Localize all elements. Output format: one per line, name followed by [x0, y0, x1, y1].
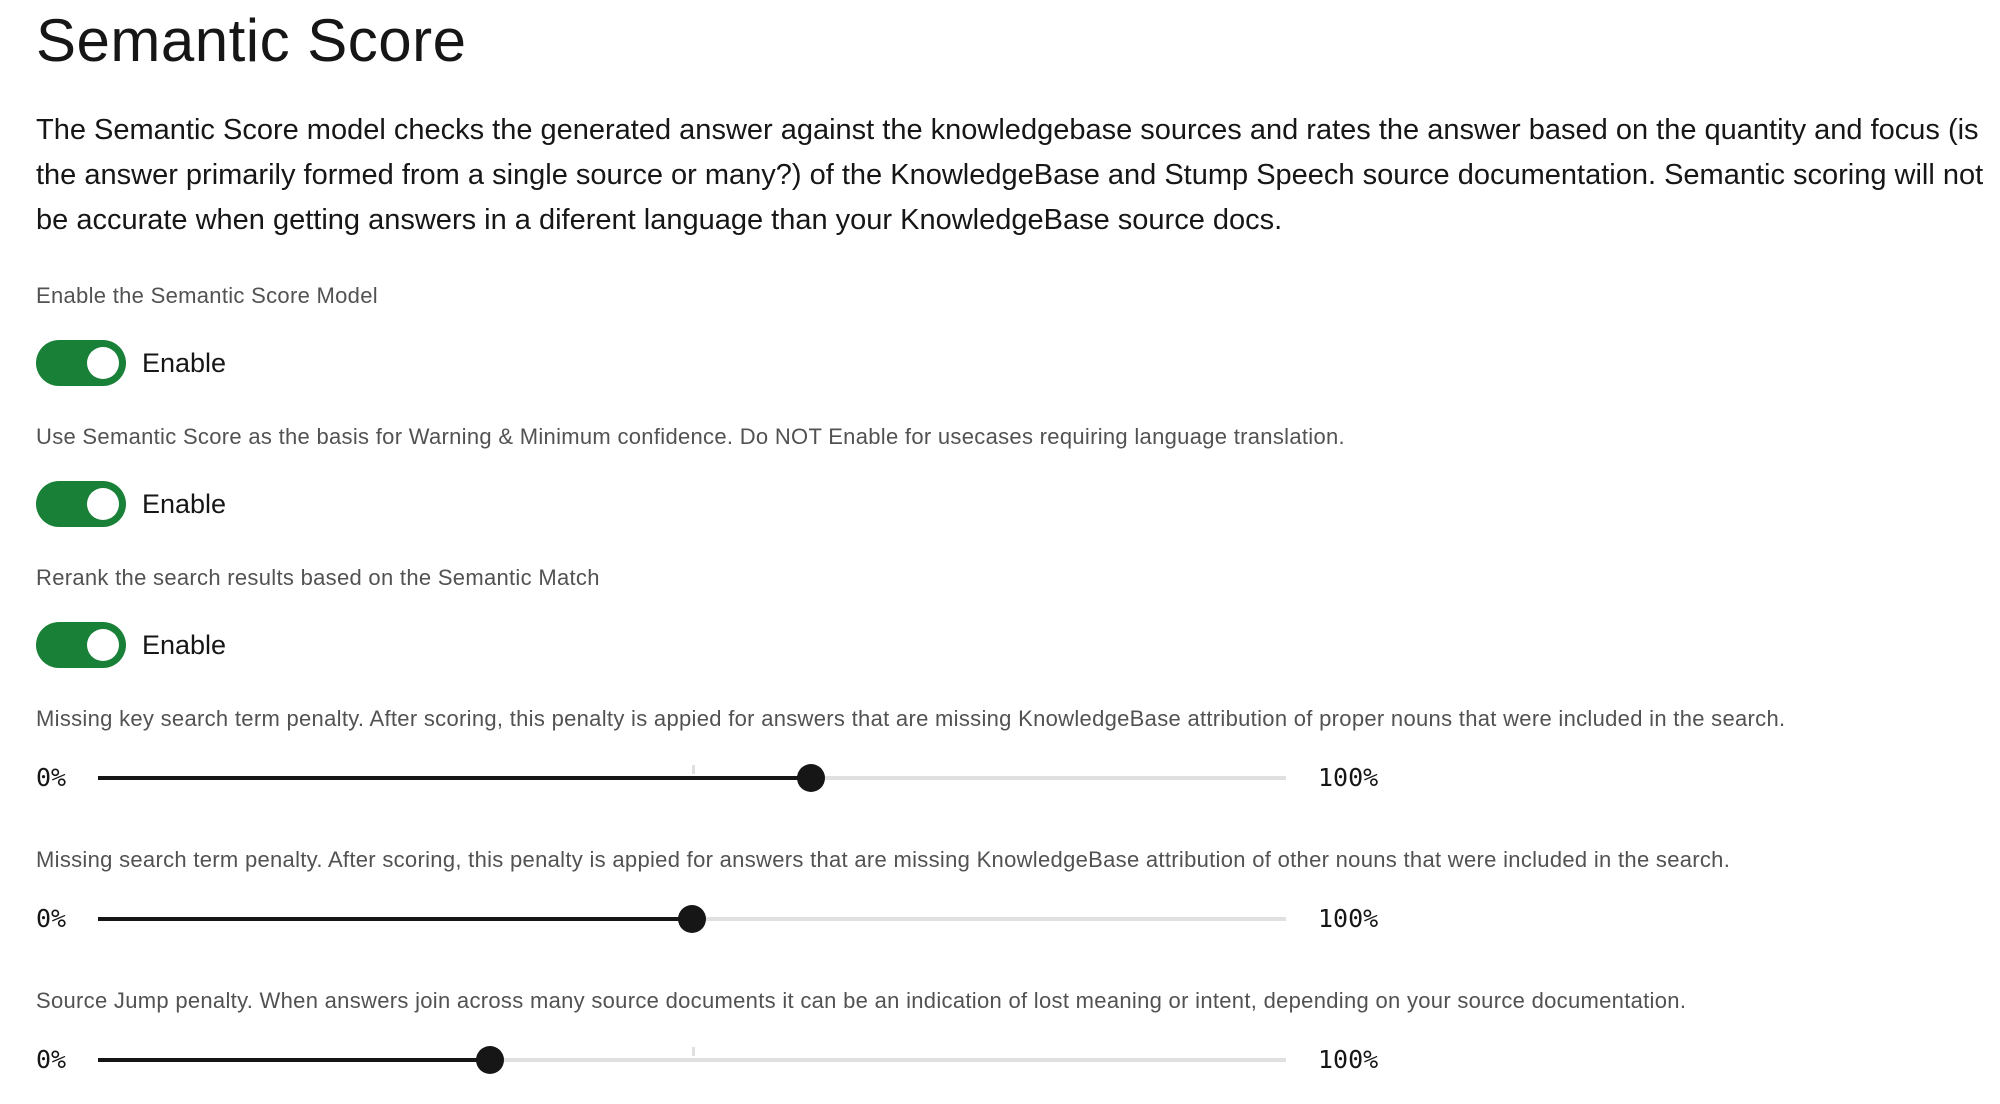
- rerank-search-results-label: Rerank the search results based on the Semantic Match: [36, 565, 600, 590]
- slider-track[interactable]: [98, 1058, 1286, 1062]
- semantic-score-model-label: Enable the Semantic Score Model: [36, 283, 378, 308]
- slider-min-label: 0%: [36, 1045, 67, 1074]
- slider-track[interactable]: [98, 776, 1286, 780]
- semantic-score-model-toggle-row: [36, 340, 226, 386]
- rerank-search-results-toggle-row: [36, 622, 226, 668]
- source-jump-penalty-slider: [36, 1040, 1436, 1080]
- slider-fill: [98, 917, 692, 921]
- semantic-confidence-basis-toggle[interactable]: [36, 481, 126, 527]
- search-term-penalty-slider: [36, 899, 1436, 939]
- slider-tick: [692, 1047, 695, 1056]
- slider-tick: [692, 765, 695, 774]
- slider-max-label: 100%: [1318, 1045, 1379, 1074]
- slider-min-label: 0%: [36, 763, 67, 792]
- slider-thumb[interactable]: [678, 905, 706, 933]
- source-jump-penalty-label: Source Jump penalty. When answers join across many source documents it can be an indication of lost meaning or intent, depending on your source documentation.: [36, 988, 1687, 1013]
- semantic-score-model-toggle[interactable]: [36, 340, 126, 386]
- slider-fill: [98, 776, 811, 780]
- search-term-penalty-label: Missing search term penalty. After scoring, this penalty is appied for answers that are missing KnowledgeBase attribution of other nouns that were included in the search.: [36, 847, 1731, 872]
- semantic-confidence-basis-toggle-row: [36, 481, 226, 527]
- key-search-term-penalty-label: Missing key search term penalty. After scoring, this penalty is appied for answers that are missing KnowledgeBase attribution of proper nouns that were included in the search.: [36, 706, 1786, 731]
- slider-max-label: 100%: [1318, 763, 1379, 792]
- slider-fill: [98, 1058, 490, 1062]
- semantic-confidence-basis-label: Use Semantic Score as the basis for Warning & Minimum confidence. Do NOT Enable for usecases requiring language translation.: [36, 424, 1345, 449]
- toggle-knob: [87, 629, 119, 661]
- slider-max-label: 100%: [1318, 904, 1379, 933]
- slider-thumb[interactable]: [476, 1046, 504, 1074]
- key-search-term-penalty-slider: [36, 758, 1436, 798]
- toggle-knob: [87, 488, 119, 520]
- toggle-knob: [87, 347, 119, 379]
- page-description: The Semantic Score model checks the generated answer against the knowledgebase sources and rates the answer based on the quantity and focus (is the answer primarily formed from a single source or many?) of the KnowledgeBase and Stump Speech source documentation. Semantic scoring will not be accurate when getting answers in a diferent language than your KnowledgeBase source docs.: [36, 114, 1984, 236]
- toggle-text: Enable: [142, 347, 227, 378]
- slider-track[interactable]: [98, 917, 1286, 921]
- slider-min-label: 0%: [36, 904, 67, 933]
- toggle-text: Enable: [142, 629, 227, 660]
- toggle-text: Enable: [142, 488, 227, 519]
- rerank-search-results-toggle[interactable]: [36, 622, 126, 668]
- slider-thumb[interactable]: [797, 764, 825, 792]
- page-title: Semantic Score: [36, 7, 467, 74]
